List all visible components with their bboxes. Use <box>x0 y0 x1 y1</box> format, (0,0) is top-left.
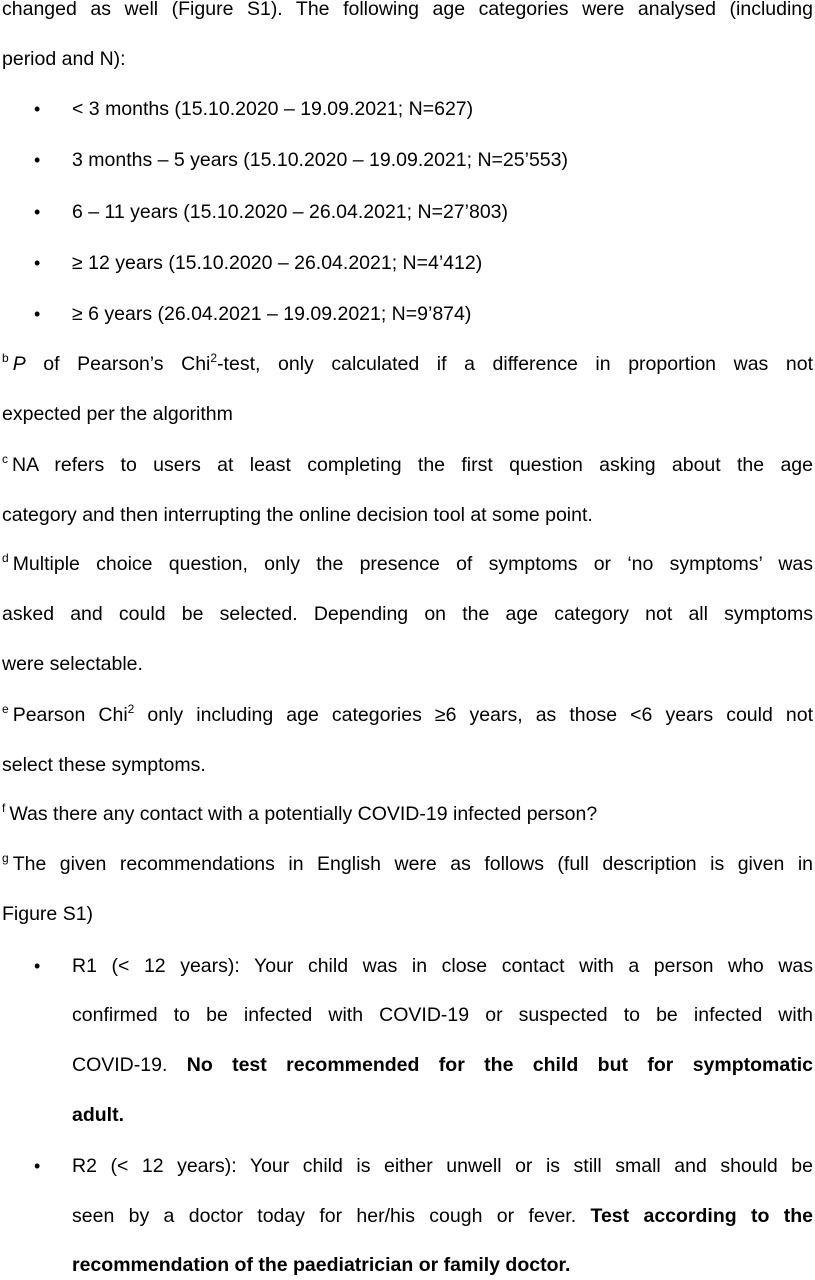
recommendation-r1-emphasis: No test recommended for the child but for symptomatic <box>186 1054 813 1076</box>
footnote-g-mark: g <box>2 851 9 865</box>
recommendation-r2-text: seen by a doctor today for her/his cough or fever. <box>72 1205 591 1227</box>
age-category-item: ≥ 6 years (26.04.2021 – 19.09.2021; N=9’874) <box>72 303 472 325</box>
p-symbol: P <box>12 353 26 375</box>
age-category-item: 6 – 11 years (15.10.2020 – 26.04.2021; N=27’803) <box>72 201 509 223</box>
recommendation-r2-emphasis-end: recommendation of the paediatrician or family doctor. <box>72 1254 571 1276</box>
bullet-icon: • <box>34 150 41 170</box>
intro-line-2: period and N): <box>2 48 126 70</box>
footnote-g-text: The given recommendations in English were as follows (full description is given in <box>12 853 813 875</box>
bullet-icon: • <box>34 1156 41 1176</box>
footnote-c-line-1 <box>2 450 813 480</box>
recommendation-r1-line-2: confirmed to be infected with COVID-19 or suspected to be infected with <box>72 1004 813 1026</box>
bullet-icon: • <box>34 99 41 119</box>
recommendation-r1-line-1: R1 (< 12 years): Your child was in close contact with a person who was <box>72 955 813 977</box>
age-category-item: 3 months – 5 years (15.10.2020 – 19.09.2021; N=25’553) <box>72 149 568 171</box>
footnote-d-line-1 <box>2 549 813 579</box>
footnote-e-mark: e <box>2 702 9 716</box>
age-category-item: < 3 months (15.10.2020 – 19.09.2021; N=627) <box>72 98 474 120</box>
age-category-item: ≥ 12 years (15.10.2020 – 26.04.2021; N=4’412) <box>72 252 483 274</box>
bullet-icon: • <box>34 253 41 273</box>
footnote-e-text-b: only including age categories ≥6 years, as those <6 years could not <box>134 704 813 726</box>
recommendation-r1-line-4 <box>72 1100 813 1130</box>
recommendation-r2-emphasis: Test according to the <box>590 1205 813 1227</box>
recommendation-r2-line-1: R2 (< 12 years): Your child is either unwell or is still small and should be <box>72 1155 813 1177</box>
footnote-d-mark: d <box>2 551 9 565</box>
footnote-e-line-2: select these symptoms. <box>2 754 206 776</box>
footnote-f-mark: f <box>2 801 6 815</box>
bullet-icon: • <box>34 202 41 222</box>
footnote-d-text: Multiple choice question, only the presence of symptoms or ‘no symptoms’ was <box>12 553 813 575</box>
footnote-b-line-2: expected per the algorithm <box>2 403 233 425</box>
bullet-icon: • <box>34 956 41 976</box>
footnote-b-line-1 <box>2 349 813 379</box>
footnote-g-line-2: Figure S1) <box>2 903 94 925</box>
footnote-b-text-b: -test, only calculated if a difference in proportion was not <box>217 353 813 375</box>
chi-square-superscript: 2 <box>210 351 218 365</box>
footnote-c-mark: c <box>2 452 8 466</box>
chi-square-superscript: 2 <box>127 702 135 716</box>
recommendation-r1-line-3 <box>72 1050 813 1080</box>
recommendation-r1-emphasis-end: adult. <box>72 1104 124 1126</box>
footnote-c-line-2: category and then interrupting the online decision tool at some point. <box>2 504 593 526</box>
footnote-f-text: Was there any contact with a potentially COVID-19 infected person? <box>9 803 598 825</box>
recommendation-r2-line-3 <box>72 1250 813 1280</box>
footnote-d-line-2: asked and could be selected. Depending on the age category not all symptoms <box>2 603 813 625</box>
footnote-c-text: NA refers to users at least completing the first question asking about the age <box>12 454 813 476</box>
footnote-d-line-3: were selectable. <box>2 653 143 675</box>
intro-line-1: changed as well (Figure S1). The following age categories were analysed (including <box>2 0 813 20</box>
footnote-g-line-1 <box>2 849 813 879</box>
footnote-b-text-a: of Pearson’s Chi <box>25 353 211 375</box>
recommendation-r1-text: COVID-19. <box>72 1054 187 1076</box>
recommendation-r2-line-2 <box>72 1201 813 1231</box>
footnote-e-text-a: Pearson Chi <box>12 704 128 726</box>
bullet-icon: • <box>34 304 41 324</box>
footnote-f-line-1 <box>2 799 813 829</box>
footnote-b-mark: b <box>2 351 9 365</box>
footnote-e-line-1 <box>2 700 813 730</box>
